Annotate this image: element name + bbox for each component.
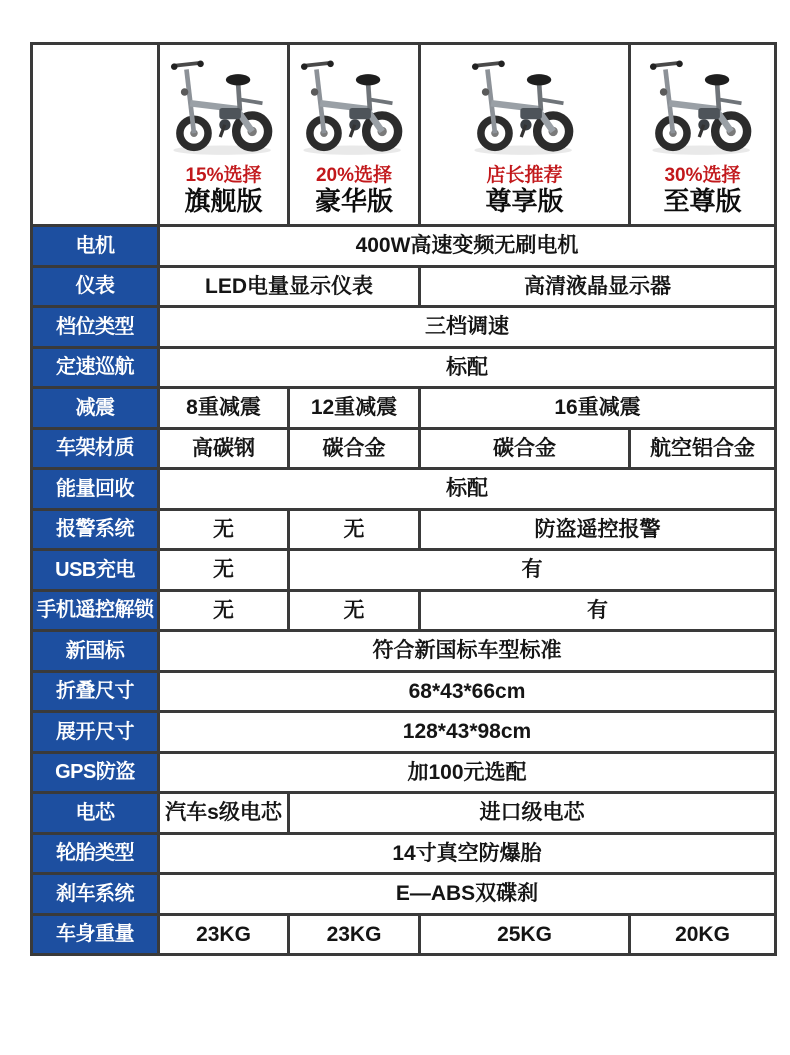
header-row bbox=[32, 44, 776, 226]
header-style-label: 款式 bbox=[32, 44, 159, 226]
variant-name: 豪华版 bbox=[314, 186, 393, 217]
spec-value-cell: 25KG bbox=[420, 914, 630, 955]
spec-row-label: 减震 bbox=[32, 388, 159, 429]
ebike-product-image bbox=[290, 45, 418, 163]
spec-row-suspension bbox=[32, 388, 776, 429]
spec-row-brakes bbox=[32, 874, 776, 915]
spec-row-folded-size bbox=[32, 671, 776, 712]
spec-row-label: 报警系统 bbox=[32, 509, 159, 550]
spec-row-gears bbox=[32, 307, 776, 348]
spec-row-alarm bbox=[32, 509, 776, 550]
spec-value-cell: 16重减震 bbox=[420, 388, 776, 429]
spec-value-cell: 23KG bbox=[159, 914, 289, 955]
spec-value-cell: 进口级电芯 bbox=[289, 793, 776, 834]
spec-value-cell: 无 bbox=[289, 509, 420, 550]
spec-value-cell: 高清液晶显示器 bbox=[420, 266, 776, 307]
spec-row-label: 仪表 bbox=[32, 266, 159, 307]
spec-value-cell: 高碳钢 bbox=[159, 428, 289, 469]
variant-name: 尊享版 bbox=[485, 186, 564, 217]
spec-row-label: 折叠尺寸 bbox=[32, 671, 159, 712]
spec-value-cell: 无 bbox=[289, 590, 420, 631]
spec-value-cell: 20KG bbox=[630, 914, 776, 955]
variant-tag: 20%选择 bbox=[315, 165, 393, 187]
spec-value-cell: 有 bbox=[420, 590, 776, 631]
spec-value-cell: 汽车s级电芯 bbox=[159, 793, 289, 834]
ebike-product-image bbox=[461, 45, 589, 163]
spec-row-battery-cell bbox=[32, 793, 776, 834]
ebike-product-image bbox=[160, 45, 288, 163]
spec-row-label: 刹车系统 bbox=[32, 874, 159, 915]
spec-row-usb bbox=[32, 550, 776, 591]
spec-row-tires bbox=[32, 833, 776, 874]
variant-tag: 店长推荐 bbox=[486, 165, 563, 187]
spec-value-cell: 标配 bbox=[159, 469, 776, 510]
spec-row-label: USB充电 bbox=[32, 550, 159, 591]
variant-column-flagship bbox=[159, 44, 289, 226]
spec-value-cell: 碳合金 bbox=[289, 428, 420, 469]
spec-value-cell: 防盗遥控报警 bbox=[420, 509, 776, 550]
spec-value-cell: 8重减震 bbox=[159, 388, 289, 429]
variant-column-premium bbox=[420, 44, 630, 226]
spec-row-national-standard bbox=[32, 631, 776, 672]
variant-name: 至尊版 bbox=[663, 186, 742, 217]
spec-row-weight bbox=[32, 914, 776, 955]
spec-row-label: 能量回收 bbox=[32, 469, 159, 510]
spec-row-label: 车架材质 bbox=[32, 428, 159, 469]
spec-comparison-table bbox=[30, 42, 777, 956]
spec-row-label: GPS防盗 bbox=[32, 752, 159, 793]
ebike-product-image bbox=[639, 45, 767, 163]
spec-value-cell: 符合新国标车型标准 bbox=[159, 631, 776, 672]
spec-row-label: 电芯 bbox=[32, 793, 159, 834]
spec-value-cell: 无 bbox=[159, 550, 289, 591]
spec-value-cell: 14寸真空防爆胎 bbox=[159, 833, 776, 874]
spec-row-gps bbox=[32, 752, 776, 793]
spec-row-cruise bbox=[32, 347, 776, 388]
spec-value-cell: 128*43*98cm bbox=[159, 712, 776, 753]
variant-cell bbox=[160, 45, 287, 224]
spec-row-label: 展开尺寸 bbox=[32, 712, 159, 753]
spec-row-motor bbox=[32, 226, 776, 267]
variant-cell bbox=[421, 45, 628, 224]
spec-value-cell: LED电量显示仪表 bbox=[159, 266, 420, 307]
spec-value-cell: 400W高速变频无刷电机 bbox=[159, 226, 776, 267]
spec-value-cell: 68*43*66cm bbox=[159, 671, 776, 712]
spec-value-cell: E—ABS双碟刹 bbox=[159, 874, 776, 915]
spec-value-cell: 无 bbox=[159, 509, 289, 550]
variant-cell bbox=[290, 45, 418, 224]
spec-value-cell: 碳合金 bbox=[420, 428, 630, 469]
variant-cell bbox=[631, 45, 774, 224]
spec-value-cell: 有 bbox=[289, 550, 776, 591]
variant-tag: 30%选择 bbox=[664, 165, 741, 187]
spec-row-label: 手机遥控解锁 bbox=[32, 590, 159, 631]
spec-value-cell: 标配 bbox=[159, 347, 776, 388]
spec-row-label: 电机 bbox=[32, 226, 159, 267]
spec-value-cell: 无 bbox=[159, 590, 289, 631]
spec-row-label: 定速巡航 bbox=[32, 347, 159, 388]
variant-tag: 15%选择 bbox=[185, 165, 262, 187]
variant-column-supreme bbox=[630, 44, 776, 226]
spec-row-phone-unlock bbox=[32, 590, 776, 631]
spec-row-label: 车身重量 bbox=[32, 914, 159, 955]
spec-row-frame bbox=[32, 428, 776, 469]
spec-value-cell: 12重减震 bbox=[289, 388, 420, 429]
spec-value-cell: 加100元选配 bbox=[159, 752, 776, 793]
variant-name: 旗舰版 bbox=[184, 186, 263, 217]
spec-row-energy-recovery bbox=[32, 469, 776, 510]
spec-row-dashboard bbox=[32, 266, 776, 307]
spec-value-cell: 三档调速 bbox=[159, 307, 776, 348]
variant-column-deluxe bbox=[289, 44, 420, 226]
spec-row-label: 轮胎类型 bbox=[32, 833, 159, 874]
spec-row-unfolded-size bbox=[32, 712, 776, 753]
spec-row-label: 档位类型 bbox=[32, 307, 159, 348]
spec-value-cell: 航空铝合金 bbox=[630, 428, 776, 469]
spec-value-cell: 23KG bbox=[289, 914, 420, 955]
spec-row-label: 新国标 bbox=[32, 631, 159, 672]
